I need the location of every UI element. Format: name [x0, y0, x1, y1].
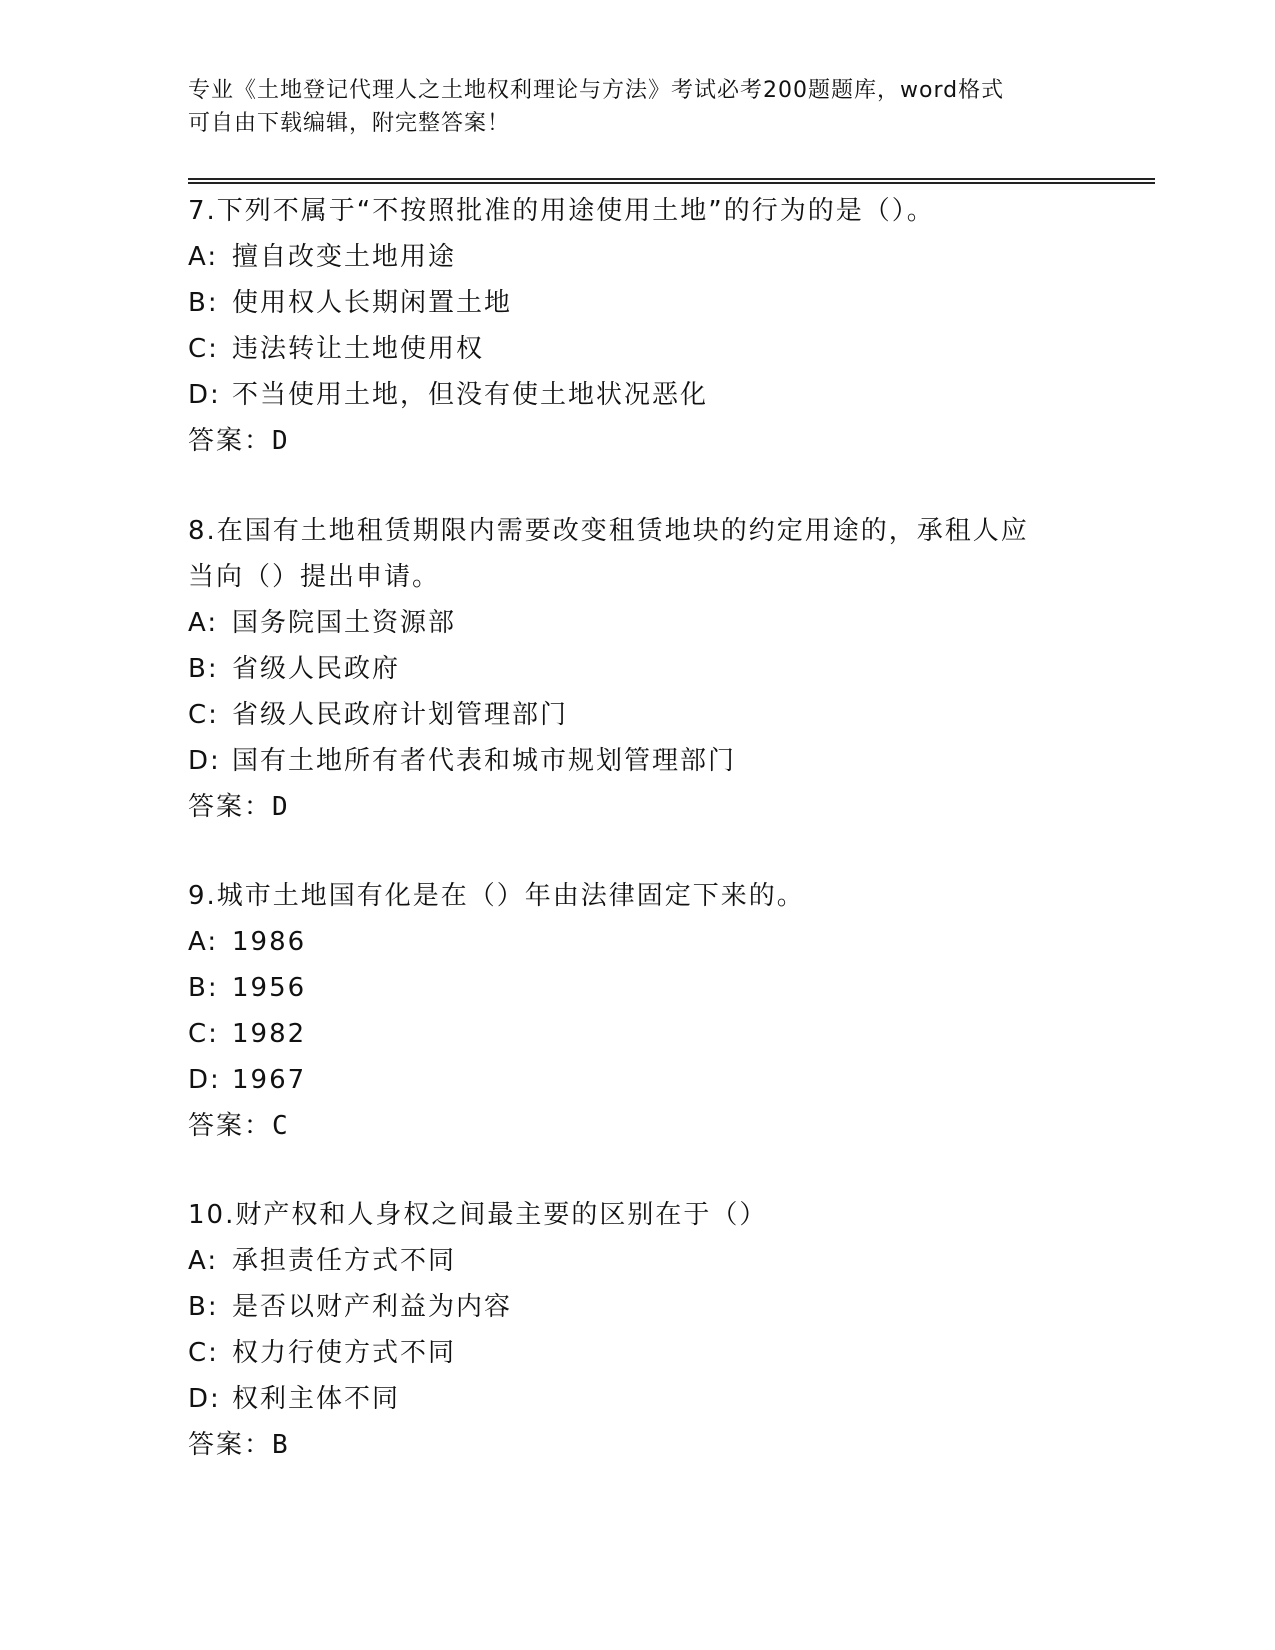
- option-c: [188, 326, 1088, 372]
- option-b: [188, 646, 1088, 692]
- option-text: 国有土地所有者代表和城市规划管理部门: [232, 746, 737, 776]
- option-text: 省级人民政府计划管理部门: [232, 700, 569, 730]
- question-block: [188, 508, 1088, 830]
- question-stem-continued: 当向（）提出申请。: [188, 562, 441, 592]
- option-letter: D:: [188, 1065, 221, 1095]
- option-a: [188, 234, 1088, 280]
- answer-label: 答案：: [188, 426, 273, 456]
- option-text: 承担责任方式不同: [232, 1246, 457, 1276]
- option-text: 省级人民政府: [232, 654, 401, 684]
- answer-line: [188, 784, 1088, 830]
- answer-label: 答案：: [188, 792, 273, 822]
- option-a: [188, 1238, 1088, 1284]
- option-text: 违法转让土地使用权: [232, 334, 485, 364]
- option-text: 1986: [232, 927, 307, 957]
- option-d: [188, 1376, 1088, 1422]
- question-stem: 9.城市土地国有化是在（）年由法律固定下来的。: [188, 881, 805, 911]
- answer-line: [188, 418, 1088, 464]
- option-c: [188, 1011, 1088, 1057]
- option-a: [188, 919, 1088, 965]
- document-header: [188, 74, 1088, 140]
- header-line-1: 专业《土地登记代理人之土地权利理论与方法》考试必考200题题库，word格式: [188, 78, 1005, 103]
- option-text: 权利主体不同: [232, 1384, 401, 1414]
- option-letter: A:: [188, 927, 219, 957]
- option-b: [188, 1284, 1088, 1330]
- answer-label: 答案：: [188, 1111, 273, 1141]
- option-text: 不当使用土地，但没有使土地状况恶化: [232, 380, 709, 410]
- option-text: 是否以财产利益为内容: [232, 1292, 513, 1322]
- question-stem: 8.在国有土地租赁期限内需要改变租赁地块的约定用途的，承租人应: [188, 516, 1029, 546]
- header-divider-top: [188, 178, 1155, 180]
- option-d: [188, 372, 1088, 418]
- option-a: [188, 600, 1088, 646]
- option-letter: A:: [188, 242, 219, 272]
- option-letter: D:: [188, 380, 221, 410]
- option-letter: C:: [188, 1019, 219, 1049]
- option-letter: B:: [188, 654, 219, 684]
- option-letter: B:: [188, 973, 219, 1003]
- option-letter: A:: [188, 608, 219, 638]
- option-text: 擅自改变土地用途: [232, 242, 457, 272]
- option-letter: B:: [188, 1292, 219, 1322]
- option-letter: D:: [188, 746, 221, 776]
- question-block: [188, 873, 1088, 1149]
- option-letter: C:: [188, 700, 219, 730]
- option-text: 1967: [232, 1065, 307, 1095]
- option-c: [188, 1330, 1088, 1376]
- answer-line: [188, 1422, 1088, 1468]
- option-letter: C:: [188, 1338, 219, 1368]
- option-letter: B:: [188, 288, 219, 318]
- answer-value: C: [272, 1111, 288, 1141]
- option-c: [188, 692, 1088, 738]
- answer-line: [188, 1103, 1088, 1149]
- option-d: [188, 738, 1088, 784]
- answer-label: 答案：: [188, 1430, 273, 1460]
- header-line-2: 可自由下载编辑，附完整答案！: [188, 111, 511, 136]
- option-text: 使用权人长期闲置土地: [232, 288, 513, 318]
- option-b: [188, 965, 1088, 1011]
- question-stem: 7.下列不属于“不按照批准的用途使用土地”的行为的是（）。: [188, 196, 935, 226]
- answer-value: B: [272, 1430, 288, 1460]
- option-text: 1982: [232, 1019, 307, 1049]
- header-divider-bottom: [188, 182, 1155, 184]
- question-block: [188, 1192, 1088, 1468]
- option-text: 1956: [232, 973, 307, 1003]
- question-stem: 10.财产权和人身权之间最主要的区别在于（）: [188, 1200, 768, 1230]
- option-text: 权力行使方式不同: [232, 1338, 457, 1368]
- option-text: 国务院国土资源部: [232, 608, 457, 638]
- option-letter: A:: [188, 1246, 219, 1276]
- option-letter: D:: [188, 1384, 221, 1414]
- answer-value: D: [272, 426, 288, 456]
- answer-value: D: [272, 792, 288, 822]
- question-block: [188, 188, 1088, 464]
- option-d: [188, 1057, 1088, 1103]
- option-b: [188, 280, 1088, 326]
- option-letter: C:: [188, 334, 219, 364]
